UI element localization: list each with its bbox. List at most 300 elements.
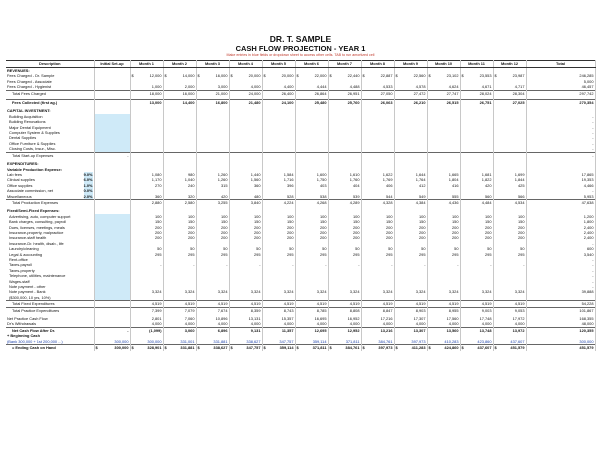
table-cell[interactable]: 50 <box>493 246 526 251</box>
row-label: Net Cash Flow After Dr. <box>6 327 94 333</box>
table-cell: - <box>526 257 595 262</box>
table-cell[interactable]: 200 <box>196 230 229 235</box>
table-cell[interactable]: 295 <box>229 252 262 257</box>
table-cell: 13,307 <box>394 327 427 333</box>
row-label: Wages-staff <box>6 279 94 284</box>
row-label: Office supplies 1.0% <box>7 182 93 188</box>
table-cell: 1,665 <box>427 172 460 177</box>
table-cell[interactable]: 200 <box>427 225 460 230</box>
table-cell: 8,785 <box>295 307 328 313</box>
table-cell: 1,716 <box>262 177 295 182</box>
row-label: Net Practice Cash Flow <box>6 316 94 321</box>
table-cell[interactable]: 100 <box>295 214 328 219</box>
table-cell: 17,748 <box>460 316 493 321</box>
row-label: Building Renovations <box>6 119 94 124</box>
table-cell[interactable]: 150 <box>130 219 163 224</box>
table-cell[interactable]: 295 <box>262 252 295 257</box>
table-cell: 2,400 <box>526 230 595 235</box>
table-cell[interactable]: 100 <box>460 214 493 219</box>
table-cell[interactable]: 50 <box>229 246 262 251</box>
table-cell[interactable]: 3,324 <box>130 289 163 294</box>
table-cell[interactable]: 100 <box>493 214 526 219</box>
table-cell[interactable]: 50 <box>295 246 328 251</box>
row-label: Dental Supplies <box>6 135 94 140</box>
table-cell: 2,400 <box>526 225 595 230</box>
table-cell: 101,867 <box>526 307 595 313</box>
table-cell: 17,307 <box>394 316 427 321</box>
table-cell[interactable]: 200 <box>493 225 526 230</box>
row-label: Total Fixed Expenditures <box>6 301 94 307</box>
table-cell[interactable]: 50 <box>163 246 196 251</box>
table-cell[interactable]: 200 <box>427 230 460 235</box>
table-cell[interactable]: 200 <box>295 230 328 235</box>
table-cell[interactable]: 150 <box>427 219 460 224</box>
row-label: Lab fees 9.0% <box>7 171 93 177</box>
table-cell: 11,357 <box>262 327 295 333</box>
table-cell[interactable]: 3,324 <box>361 289 394 294</box>
table-cell[interactable]: 100 <box>262 214 295 219</box>
table-cell: 1,040 <box>163 177 196 182</box>
column-header: Month 6 <box>295 61 328 68</box>
table-cell[interactable]: 200 <box>328 230 361 235</box>
table-cell[interactable]: 200 <box>229 235 262 240</box>
table-cell: 16,800 <box>196 100 229 106</box>
table-cell[interactable]: 150 <box>361 219 394 224</box>
table-cell[interactable]: - <box>295 262 328 267</box>
table-cell: 13,560 <box>427 327 460 333</box>
table-cell[interactable]: 50 <box>130 246 163 251</box>
table-cell[interactable]: 150 <box>460 219 493 224</box>
table-cell[interactable]: 3,324 <box>328 289 361 294</box>
table-cell: 360 <box>130 194 163 200</box>
table-cell: 4,224 <box>262 199 295 205</box>
column-header: Month 7 <box>328 61 361 68</box>
table-cell: $ 300,000 <box>95 345 129 351</box>
table-cell: 338,627 <box>229 339 262 345</box>
table-cell: 24,000 <box>229 90 262 96</box>
table-cell: $ 437,607 <box>461 345 492 351</box>
table-cell: 2,400 <box>526 235 595 240</box>
row-label: Laundry/cleaning <box>6 246 94 251</box>
percent-input[interactable]: 2.0% <box>83 193 93 199</box>
table-cell[interactable]: 200 <box>262 235 295 240</box>
table-cell: 451,579 <box>526 345 595 351</box>
table-cell: 300,000 <box>526 339 595 345</box>
column-header: Month 10 <box>427 61 460 68</box>
column-header: Initial Set-up <box>94 61 130 68</box>
table-cell: 331,001 <box>163 339 196 345</box>
table-cell[interactable]: 100 <box>361 214 394 219</box>
table-cell: 403 <box>295 183 328 188</box>
table-cell: - <box>526 273 595 278</box>
table-cell[interactable]: 200 <box>394 230 427 235</box>
table-cell[interactable]: 150 <box>229 219 262 224</box>
table-cell[interactable]: 200 <box>493 230 526 235</box>
table-cell: 13,000 <box>130 100 163 106</box>
column-header: Total <box>526 61 595 68</box>
table-cell: 347,757 <box>262 339 295 345</box>
table-cell: 3,540 <box>526 252 595 257</box>
table-cell[interactable]: 295 <box>493 252 526 257</box>
table-cell: (1,099) <box>130 327 163 333</box>
row-label: Total Fees Charged <box>6 90 94 96</box>
table-cell: - <box>526 284 595 289</box>
table-cell: 4,519 <box>262 301 295 307</box>
table-cell: 406 <box>361 183 394 188</box>
table-cell: 7,060 <box>163 316 196 321</box>
table-cell: 25,760 <box>328 100 361 106</box>
table-cell: 4,519 <box>328 301 361 307</box>
table-cell: 5,000 <box>526 79 595 84</box>
table-cell: 26,864 <box>295 90 328 96</box>
row-label: Telephone, utilities, maintenance <box>6 273 94 278</box>
table-cell: 4,384 <box>394 199 427 205</box>
table-cell: 1,822 <box>460 177 493 182</box>
table-cell: 5,953 <box>526 194 595 200</box>
table-cell[interactable]: 200 <box>262 230 295 235</box>
table-cell[interactable]: - <box>130 262 163 267</box>
table-cell[interactable]: 100 <box>130 214 163 219</box>
table-cell[interactable]: 50 <box>196 246 229 251</box>
table-cell[interactable]: 150 <box>196 219 229 224</box>
table-cell[interactable]: 150 <box>328 219 361 224</box>
table-cell[interactable]: 200 <box>460 230 493 235</box>
table-cell[interactable]: - <box>196 262 229 267</box>
table-cell: 423,860 <box>460 339 493 345</box>
table-cell[interactable]: 200 <box>460 235 493 240</box>
table-cell: 7,674 <box>196 307 229 313</box>
table-cell: $ 384,761 <box>329 345 360 351</box>
table-cell: 4,519 <box>196 301 229 307</box>
percent-input[interactable]: 0.0% <box>83 188 93 194</box>
column-header: Month 5 <box>262 61 295 68</box>
row-label: Building Acquisition <box>6 114 94 119</box>
sheet-subtitle: CASH FLOW PROJECTION - YEAR 1 <box>235 44 366 53</box>
table-cell: - <box>526 279 595 284</box>
table-cell[interactable]: 200 <box>460 225 493 230</box>
table-cell[interactable]: 50 <box>328 246 361 251</box>
table-cell: 555 <box>427 194 460 200</box>
table-cell: 8,743 <box>262 307 295 313</box>
table-cell[interactable]: 150 <box>262 219 295 224</box>
table-cell[interactable]: 3,324 <box>427 289 460 294</box>
table-cell: $ 23,553 <box>461 73 492 79</box>
table-cell: 396 <box>262 183 295 188</box>
table-cell: 3,060 <box>163 327 196 333</box>
table-cell[interactable]: 3,324 <box>163 289 196 294</box>
row-label: + Beginning Cash <box>6 333 94 338</box>
table-cell: - <box>526 241 595 246</box>
table-cell[interactable]: 295 <box>460 252 493 257</box>
table-cell: 4,534 <box>493 199 526 205</box>
table-cell[interactable]: 200 <box>361 225 394 230</box>
row-label: Major Dental Equipment <box>6 125 94 130</box>
table-cell[interactable]: 200 <box>427 235 460 240</box>
table-cell: 437,607 <box>493 339 526 345</box>
table-cell[interactable]: 200 <box>229 225 262 230</box>
table-cell[interactable]: 200 <box>295 235 328 240</box>
table-cell[interactable]: 200 <box>493 235 526 240</box>
table-cell[interactable]: 150 <box>163 219 196 224</box>
table-body <box>6 61 595 351</box>
table-cell[interactable]: 295 <box>295 252 328 257</box>
table-cell[interactable]: 100 <box>328 214 361 219</box>
table-cell[interactable]: 200 <box>163 225 196 230</box>
table-cell[interactable]: 50 <box>427 246 460 251</box>
table-cell[interactable]: 295 <box>394 252 427 257</box>
table-cell[interactable]: 200 <box>361 235 394 240</box>
row-label: Closing Costs, Insur., Misc. <box>6 146 94 152</box>
table-cell[interactable]: 150 <box>295 219 328 224</box>
row-label: Fixed/Semi-Fixed Expenses: <box>6 208 94 213</box>
table-cell: 538 <box>295 194 328 200</box>
table-cell: 410,283 <box>427 339 460 345</box>
table-cell: 1,200 <box>526 214 595 219</box>
table-cell: 9,003 <box>460 307 493 313</box>
table-cell: $ 338,627 <box>197 345 228 351</box>
row-label: Office Furniture & Supplies <box>6 141 94 146</box>
row-label: Miscellaneous 2.0% <box>7 193 93 199</box>
table-cell: - <box>526 188 595 193</box>
table-cell: 360 <box>229 183 262 188</box>
table-cell: $ 22,560 <box>395 73 426 79</box>
table-cell[interactable]: 100 <box>196 214 229 219</box>
table-cell: 4,000 <box>196 321 229 327</box>
table-cell: 54,228 <box>526 301 595 307</box>
table-cell: 1,769 <box>361 177 394 182</box>
table-cell[interactable]: 200 <box>196 235 229 240</box>
table-cell: - <box>526 119 595 124</box>
table-cell: 2,000 <box>163 84 196 90</box>
table-cell: 4,519 <box>130 301 163 307</box>
table-cell: 13,216 <box>361 327 394 333</box>
table-cell: 26,751 <box>460 100 493 106</box>
table-cell[interactable]: - <box>394 262 427 267</box>
table-cell: 4,000 <box>229 84 262 90</box>
column-header: Month 9 <box>394 61 427 68</box>
table-cell: $ 451,579 <box>494 345 525 351</box>
table-cell: 3,255 <box>196 199 229 205</box>
table-cell[interactable]: - <box>493 262 526 267</box>
row-label: Associate commission, net 0.0% <box>7 188 93 194</box>
table-cell[interactable]: 295 <box>130 252 163 257</box>
table-cell[interactable]: 3,324 <box>262 289 295 294</box>
table-cell: $ 411,283 <box>395 345 426 351</box>
row-label: Clinical supplies 6.0% <box>7 177 93 183</box>
table-cell[interactable]: 150 <box>394 219 427 224</box>
table-cell: 240 <box>163 183 196 188</box>
table-cell[interactable]: - <box>328 262 361 267</box>
table-cell[interactable]: 200 <box>130 235 163 240</box>
table-cell: - <box>526 130 595 135</box>
table-cell[interactable]: 200 <box>196 225 229 230</box>
table-cell: 4,400 <box>262 84 295 90</box>
table-cell[interactable]: 100 <box>163 214 196 219</box>
table-cell[interactable]: - <box>427 262 460 267</box>
table-cell: 1,760 <box>328 177 361 182</box>
table-cell: 2,580 <box>163 199 196 205</box>
table-cell: $ 331,881 <box>164 345 195 351</box>
percent-input[interactable]: 6.0% <box>83 177 93 183</box>
table-cell: 1,750 <box>295 177 328 182</box>
table-cell[interactable]: - <box>460 262 493 267</box>
table-cell[interactable]: 200 <box>394 235 427 240</box>
table-cell: 10,896 <box>196 316 229 321</box>
column-header: Month 3 <box>196 61 229 68</box>
row-label: (Bank 300,000 + 1st 200,000 ...) <box>6 339 94 345</box>
table-cell: 12,695 <box>295 327 328 333</box>
table-cell: - <box>94 327 130 333</box>
table-cell[interactable]: 3,324 <box>295 289 328 294</box>
table-cell[interactable]: 100 <box>427 214 460 219</box>
table-cell[interactable]: 200 <box>295 225 328 230</box>
table-cell[interactable]: 100 <box>394 214 427 219</box>
table-cell[interactable]: 200 <box>361 230 394 235</box>
table-cell: 2,880 <box>130 199 163 205</box>
table-cell[interactable]: 295 <box>427 252 460 257</box>
table-cell[interactable]: 3,324 <box>196 289 229 294</box>
table-cell[interactable]: 50 <box>262 246 295 251</box>
table-cell: 3,000 <box>196 84 229 90</box>
table-cell[interactable]: 295 <box>196 252 229 257</box>
table-cell: 4,436 <box>427 199 460 205</box>
column-header: Description <box>6 61 94 68</box>
table-cell[interactable]: 295 <box>361 252 394 257</box>
column-header: Month 4 <box>229 61 262 68</box>
table-cell: 8,903 <box>394 307 427 313</box>
table-cell[interactable]: 200 <box>163 235 196 240</box>
table-cell[interactable]: 200 <box>130 225 163 230</box>
table-cell: - <box>526 125 595 130</box>
table-cell[interactable]: 100 <box>229 214 262 219</box>
table-cell: 4,519 <box>427 301 460 307</box>
table-cell[interactable]: 200 <box>163 230 196 235</box>
table-cell: 1,644 <box>394 172 427 177</box>
table-cell: 28,304 <box>493 90 526 96</box>
column-header: Month 8 <box>361 61 394 68</box>
table-cell: $ 424,860 <box>428 345 459 351</box>
table-cell: 404 <box>328 183 361 188</box>
table-cell: 21,000 <box>196 90 229 96</box>
table-cell[interactable]: 3,324 <box>493 289 526 294</box>
table-cell: 12,952 <box>328 327 361 333</box>
table-cell: 4,519 <box>361 301 394 307</box>
table-cell: 300,000 <box>94 339 130 345</box>
table-cell: 17,865 <box>526 172 595 177</box>
table-cell: 4,000 <box>361 321 394 327</box>
table-cell: 1,440 <box>229 172 262 177</box>
table-cell: 331,881 <box>196 339 229 345</box>
row-label: Insurance-property, malpractice <box>6 230 94 235</box>
table-cell: - <box>526 152 595 158</box>
cash-flow-table <box>6 60 596 351</box>
table-cell: 4,444 <box>295 84 328 90</box>
table-cell: 528 <box>262 194 295 200</box>
sheet-header <box>6 34 595 58</box>
table-cell: 27,747 <box>427 90 460 96</box>
table-cell: 4,519 <box>163 301 196 307</box>
table-cell: 1,080 <box>130 172 163 177</box>
table-cell[interactable]: 50 <box>460 246 493 251</box>
table-cell[interactable]: 295 <box>163 252 196 257</box>
table-cell: 315 <box>196 183 229 188</box>
table-cell[interactable]: - <box>361 262 394 267</box>
table-cell: 4,000 <box>163 321 196 327</box>
table-cell[interactable]: - <box>262 262 295 267</box>
table-cell: $ 328,901 <box>131 345 162 351</box>
table-cell: 4,000 <box>130 321 163 327</box>
table-cell: 4,671 <box>460 84 493 90</box>
percent-input[interactable]: 1.0% <box>83 182 93 188</box>
table-cell: 8,808 <box>328 307 361 313</box>
sheet-title: DR. T. SAMPLE <box>269 34 332 44</box>
table-cell: 300,000 <box>130 339 163 345</box>
table-cell[interactable]: - <box>229 262 262 267</box>
table-cell: 24,100 <box>262 100 295 106</box>
table-cell[interactable]: 200 <box>394 225 427 230</box>
row-label: Dr's Withdrawals <box>6 321 94 327</box>
table-cell: 420 <box>460 183 493 188</box>
table-cell: $ 20,000 <box>263 73 294 79</box>
table-cell: 1,804 <box>427 177 460 182</box>
column-header-row <box>6 61 595 68</box>
table-cell[interactable]: 150 <box>493 219 526 224</box>
table-cell: 13,131 <box>229 316 262 321</box>
table-cell: 26,951 <box>328 90 361 96</box>
row-label: Variable Production Expense: <box>6 167 94 172</box>
table-cell[interactable]: 50 <box>394 246 427 251</box>
table-cell[interactable]: 50 <box>361 246 394 251</box>
table-cell: 21,480 <box>229 100 262 106</box>
table-cell: 1,260 <box>196 177 229 182</box>
table-cell: 16,695 <box>295 316 328 321</box>
table-cell: 1,844 <box>493 177 526 182</box>
table-cell[interactable]: 3,324 <box>394 289 427 294</box>
table-cell: $ 22,440 <box>329 73 360 79</box>
table-cell: 270,354 <box>526 100 595 106</box>
table-cell[interactable]: 3,324 <box>460 289 493 294</box>
table-cell[interactable]: - <box>163 262 196 267</box>
table-cell: $ 12,000 <box>131 73 162 79</box>
table-cell[interactable]: 200 <box>262 225 295 230</box>
table-cell[interactable]: 295 <box>328 252 361 257</box>
table-cell: 270 <box>130 183 163 188</box>
table-cell: 16,952 <box>328 316 361 321</box>
table-cell: 412 <box>394 183 427 188</box>
table-cell[interactable]: 3,324 <box>229 289 262 294</box>
percent-input[interactable]: 9.0% <box>83 171 93 177</box>
table-cell: $ 16,000 <box>197 73 228 79</box>
table-cell[interactable]: 200 <box>130 230 163 235</box>
table-cell: 1,560 <box>229 177 262 182</box>
table-cell: 46,457 <box>526 84 595 90</box>
row-label: = Ending Cash on Hand <box>6 345 94 351</box>
table-cell[interactable]: 200 <box>328 235 361 240</box>
table-cell[interactable]: 200 <box>328 225 361 230</box>
table-cell: 28,024 <box>460 90 493 96</box>
table-cell: 15,357 <box>262 316 295 321</box>
table-cell[interactable]: 200 <box>229 230 262 235</box>
table-cell: 544 <box>361 194 394 200</box>
row-label: Fees Collected (first ag.) <box>6 100 94 106</box>
table-cell: 980 <box>163 172 196 177</box>
table-cell: 4,328 <box>361 199 394 205</box>
table-cell: 1,170 <box>130 177 163 182</box>
table-cell: 4,289 <box>328 199 361 205</box>
column-header: Month 2 <box>163 61 196 68</box>
row-label: Legal & accounting <box>6 252 94 257</box>
table-cell: 1,622 <box>361 172 394 177</box>
